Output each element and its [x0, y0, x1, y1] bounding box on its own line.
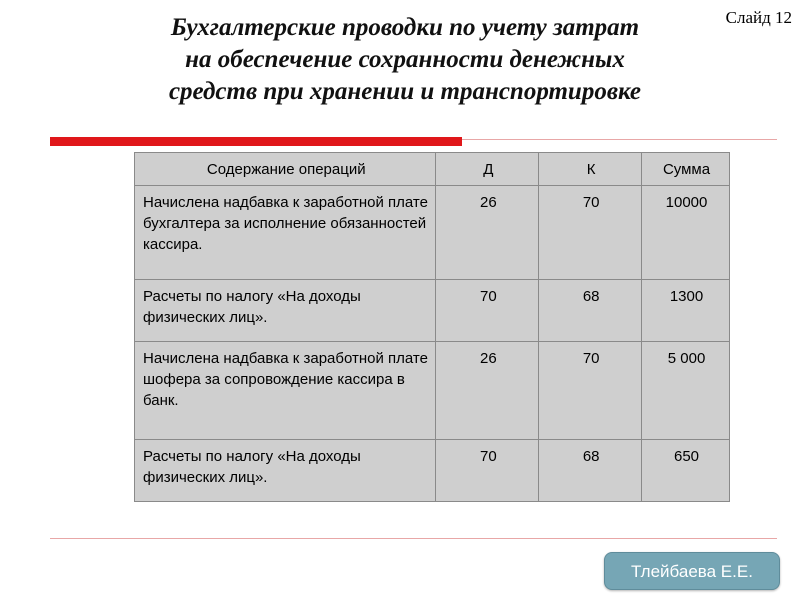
- cell-credit: 68: [539, 280, 642, 342]
- header-credit: К: [539, 153, 642, 186]
- slide-title-line-2: на обеспечение сохранности денежных: [185, 46, 625, 73]
- title-underline-thick: [50, 137, 462, 146]
- table-row: [135, 186, 730, 280]
- cell-debit: 26: [436, 186, 539, 280]
- cell-debit: 26: [436, 342, 539, 440]
- slide-title: [60, 12, 750, 108]
- cell-operation: Начислена надбавка к заработной плате бухгалтера за исполнение обязанностей кассира.: [135, 186, 436, 280]
- table-row: [135, 280, 730, 342]
- slide-title-line-1: Бухгалтерские проводки по учету затрат: [170, 14, 640, 41]
- title-underline-thin: [462, 139, 777, 140]
- header-amount: Сумма: [642, 153, 730, 186]
- cell-operation: Расчеты по налогу «На доходы физических лиц».: [135, 280, 436, 342]
- cell-amount: 650: [642, 440, 730, 502]
- cell-credit: 70: [539, 342, 642, 440]
- cell-credit: 68: [539, 440, 642, 502]
- cell-amount: 1300: [642, 280, 730, 342]
- table-header-row: [135, 153, 730, 186]
- cell-debit: 70: [436, 440, 539, 502]
- slide-number: Слайд 12: [725, 8, 792, 27]
- table-row: [135, 342, 730, 440]
- cell-credit: 70: [539, 186, 642, 280]
- header-debit: Д: [436, 153, 539, 186]
- table-row: [135, 440, 730, 502]
- author-button[interactable]: Тлейбаева Е.Е.: [604, 552, 780, 590]
- footer-divider: [50, 538, 777, 539]
- cell-operation: Расчеты по налогу «На доходы физических лиц».: [135, 440, 436, 502]
- cell-debit: 70: [436, 280, 539, 342]
- header-operation: Содержание операций: [135, 153, 436, 186]
- postings-table: [134, 152, 730, 502]
- cell-amount: 5 000: [642, 342, 730, 440]
- cell-amount: 10000: [642, 186, 730, 280]
- slide-title-line-3: средств при хранении и транспортировке: [168, 78, 642, 105]
- cell-operation: Начислена надбавка к заработной плате шофера за сопровождение кассира в банк.: [135, 342, 436, 440]
